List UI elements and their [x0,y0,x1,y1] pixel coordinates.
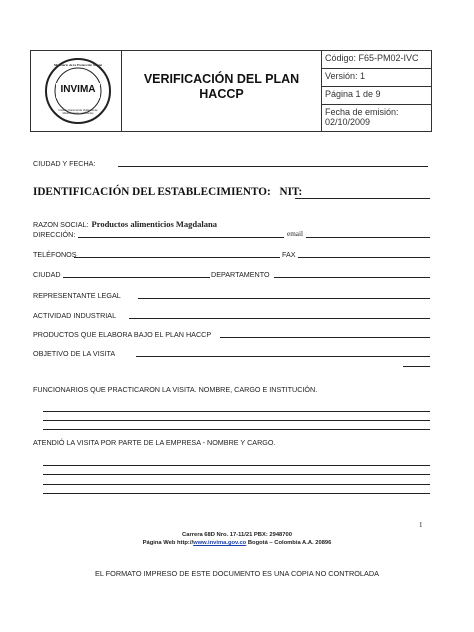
razon-social-value: Productos alimenticios Magdalana [91,219,217,229]
ciudad-fecha-label: CIUDAD Y FECHA: [33,159,96,168]
departamento-label: DEPARTAMENTO [211,270,270,279]
footer-web-link[interactable]: www.invima.gov.co [193,540,247,546]
representante-label: REPRESENTANTE LEGAL [33,291,121,300]
nit-label: NIT: [279,186,303,198]
title-line-2: HACCP [199,87,244,101]
telefonos-label: TELÉFONOS [33,250,77,259]
atendio-line-3[interactable] [43,484,430,485]
actividad-field[interactable] [129,318,430,319]
objetivo-field[interactable] [136,356,430,357]
invima-logo [43,56,113,126]
fax-field[interactable] [298,257,430,258]
representante-field[interactable] [138,298,430,299]
funcionarios-line-2[interactable] [43,420,430,421]
section-title-text: IDENTIFICACIÓN DEL ESTABLECIMIENTO: [33,186,271,198]
fax-label: FAX [282,250,296,259]
nit-field[interactable] [295,198,430,199]
actividad-label: ACTIVIDAD INDUSTRIAL [33,311,117,320]
email-field[interactable] [306,237,430,238]
funcionarios-line-1[interactable] [43,411,430,412]
section-title [33,186,302,198]
logo-subtext: Instituto Nacional de Vigilancia de Medicamentos y Alimentos [58,109,98,115]
codigo-cell [322,51,431,69]
direccion-field[interactable] [78,237,284,238]
productos-field[interactable] [220,337,430,338]
telefonos-field[interactable] [74,257,280,258]
header-metadata [322,51,431,131]
ciudad-fecha-field[interactable] [118,166,428,167]
departamento-field[interactable] [274,277,430,278]
header-table [30,50,432,132]
ciudad-field[interactable] [63,277,210,278]
footer-web [0,539,474,547]
logo-ring-text: Ministerio de la Protección Social [54,63,102,67]
atendio-line-1[interactable] [43,465,430,466]
title-line-1: VERIFICACIÓN DEL PLAN [143,72,300,86]
footer-web-prefix: Página Web http:// [142,540,194,546]
funcionarios-line-3[interactable] [43,429,430,430]
fecha-cell [322,105,431,131]
footer-web-suffix: Bogotá – Colombia A.A. 20896 [246,540,332,546]
footer-disclaimer: EL FORMATO IMPRESO DE ESTE DOCUMENTO ES UNA COPIA NO CONTROLADA [95,569,379,578]
ciudad-label: CIUDAD [33,270,61,279]
pagina-cell [322,87,431,105]
version: Versión: 1 [325,71,366,81]
productos-label: PRODUCTOS QUE ELABORA BAJO EL PLAN HACCP [33,330,212,339]
fecha-value: 02/10/2009 [325,117,371,127]
atendio-line-4[interactable] [43,493,430,494]
fecha-label: Fecha de emisión: [325,107,399,117]
footer-address: Carrera 68D Nro. 17-11/21 PBX: 2948700 [182,532,292,538]
logo-name: INVIMA [60,84,96,95]
document-title [122,51,321,131]
version-cell [322,69,431,87]
direccion-label: DIRECCIÓN: [33,230,76,239]
atendio-line-2[interactable] [43,474,430,475]
razon-social-row [33,220,217,229]
objetivo-label: OBJETIVO DE LA VISITA [33,349,116,358]
atendio-label: ATENDIÓ LA VISITA POR PARTE DE LA EMPRESA - NOMBRE Y CARGO. [33,438,276,447]
funcionarios-label: FUNCIONARIOS QUE PRACTICARON LA VISITA. NOMBRE, CARGO E INSTITUCIÓN. [33,385,318,394]
codigo: Código: F65-PM02-IVC [325,53,419,63]
objetivo-field-continuation[interactable] [403,366,430,367]
pagina: Página 1 de 9 [325,89,381,99]
page-number: 1 [419,521,423,529]
razon-social-label: RAZON SOCIAL: [33,220,89,229]
email-label: email [287,230,303,238]
